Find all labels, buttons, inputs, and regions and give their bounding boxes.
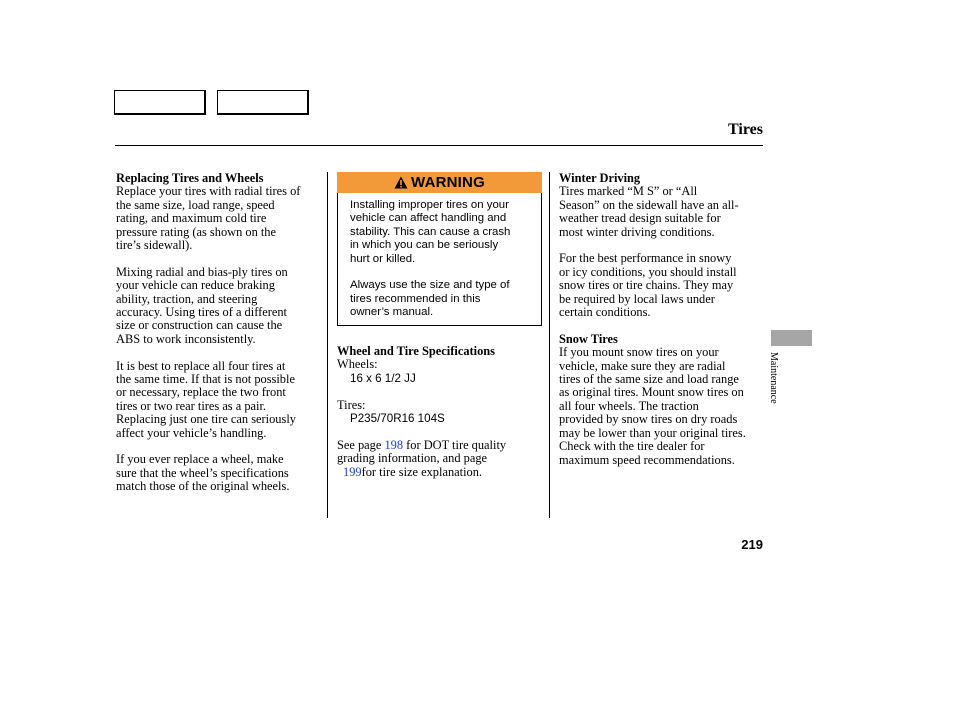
see-page-mid: for DOT tire quality bbox=[403, 437, 507, 452]
warning-line: in which you can be seriously bbox=[350, 239, 499, 252]
column-divider-left bbox=[327, 172, 328, 518]
text-line: be required by local laws under bbox=[559, 291, 715, 306]
text-line: rating, and maximum cold tire bbox=[116, 211, 267, 226]
text-line: sure that the wheel’s specifications bbox=[116, 465, 289, 480]
text-line: grading information, and page bbox=[337, 451, 488, 466]
text-line: most winter driving conditions. bbox=[559, 224, 715, 239]
warning-label: WARNING bbox=[411, 174, 485, 191]
text-line: the same time. If that is not possible bbox=[116, 372, 295, 387]
text-line: accuracy. Using tires of a different bbox=[116, 305, 287, 320]
side-section-label: Maintenance bbox=[768, 352, 779, 404]
text-line: size or construction can cause the bbox=[116, 318, 283, 333]
text-line: Mixing radial and bias-ply tires on bbox=[116, 264, 288, 279]
see-page-prefix: See page bbox=[337, 437, 385, 452]
warning-box bbox=[337, 193, 542, 326]
warning-line: tires recommended in this bbox=[350, 292, 481, 305]
warning-triangle-icon bbox=[394, 176, 408, 189]
section-heading-snow-tires: Snow Tires bbox=[559, 331, 618, 346]
text-line: tires or two rear tires as a pair. bbox=[116, 398, 267, 413]
warning-line: stability. This can cause a crash bbox=[350, 225, 511, 238]
warning-banner bbox=[337, 172, 542, 193]
warning-line: hurt or killed. bbox=[350, 252, 416, 265]
page-number: 219 bbox=[741, 537, 763, 552]
warning-line: Installing improper tires on your bbox=[350, 199, 509, 211]
see-page-suffix: for tire size explanation. bbox=[361, 464, 483, 479]
text-line: tire’s sidewall). bbox=[116, 238, 193, 253]
wheels-label: Wheels: bbox=[337, 357, 378, 372]
text-line: may be lower than your original tires. bbox=[559, 425, 746, 440]
text-line: weather tread design suitable for bbox=[559, 211, 721, 226]
warning-line: Always use the size and type of bbox=[350, 279, 510, 292]
text-line: ability, traction, and steering bbox=[116, 291, 258, 306]
text-line: vehicle, make sure they are radial bbox=[559, 358, 726, 373]
text-line: affect your vehicle’s handling. bbox=[116, 425, 267, 440]
wheels-value: 16 x 6 1/2 JJ bbox=[350, 371, 416, 385]
text-line: certain conditions. bbox=[559, 305, 651, 320]
page-link-199[interactable]: 199 bbox=[343, 464, 362, 479]
text-line: your vehicle can reduce braking bbox=[116, 278, 275, 293]
text-line: tires of the same size and load range bbox=[559, 372, 739, 387]
section-heading-specs: Wheel and Tire Specifications bbox=[337, 344, 495, 358]
text-line: If you mount snow tires on your bbox=[559, 345, 719, 360]
text-line: Tires marked “M S” or “All bbox=[559, 184, 698, 199]
column-divider-right bbox=[549, 172, 550, 518]
text-line: provided by snow tires on dry roads bbox=[559, 412, 738, 427]
nav-box-next[interactable] bbox=[217, 90, 309, 115]
text-line: For the best performance in snowy bbox=[559, 251, 732, 266]
text-line: maximum speed recommendations. bbox=[559, 452, 735, 467]
text-line: all four wheels. The traction bbox=[559, 398, 699, 413]
wheel-tire-specifications bbox=[337, 345, 543, 479]
text-line: If you ever replace a wheel, make bbox=[116, 452, 284, 467]
text-line: snow tires or tire chains. They may bbox=[559, 278, 734, 293]
text-line: or necessary, replace the two front bbox=[116, 385, 286, 400]
text-line: or icy conditions, you should install bbox=[559, 264, 737, 279]
nav-box-previous[interactable] bbox=[114, 90, 206, 115]
column-winter-driving bbox=[559, 172, 769, 467]
text-line: match those of the original wheels. bbox=[116, 479, 290, 494]
text-line: It is best to replace all four tires at bbox=[116, 358, 286, 373]
warning-line: vehicle can affect handling and bbox=[350, 212, 507, 225]
see-page-line-2 bbox=[337, 466, 543, 479]
tires-value: P235/70R16 104S bbox=[350, 412, 445, 426]
text-line: the same size, load range, speed bbox=[116, 197, 275, 212]
text-line: Check with the tire dealer for bbox=[559, 439, 705, 454]
tires-label: Tires: bbox=[337, 397, 366, 412]
section-tab-marker[interactable] bbox=[771, 330, 812, 346]
text-line: as original tires. Mount snow tires on bbox=[559, 385, 744, 400]
warning-line: owner’s manual. bbox=[350, 306, 434, 319]
page-link-198[interactable]: 198 bbox=[384, 437, 404, 452]
see-page-line bbox=[337, 439, 543, 452]
text-line: Season” on the sidewall have an all- bbox=[559, 197, 739, 212]
text-line: Replace your tires with radial tires of bbox=[116, 184, 301, 199]
page-title: Tires bbox=[728, 121, 763, 138]
section-heading-replacing: Replacing Tires and Wheels bbox=[116, 171, 264, 185]
text-line: Replacing just one tire can seriously bbox=[116, 412, 296, 427]
section-heading-winter: Winter Driving bbox=[559, 171, 641, 185]
column-replacing-tires bbox=[116, 172, 322, 494]
text-line: ABS to work inconsistently. bbox=[116, 331, 256, 346]
text-line: pressure rating (as shown on the bbox=[116, 224, 277, 239]
header-rule bbox=[115, 145, 763, 146]
